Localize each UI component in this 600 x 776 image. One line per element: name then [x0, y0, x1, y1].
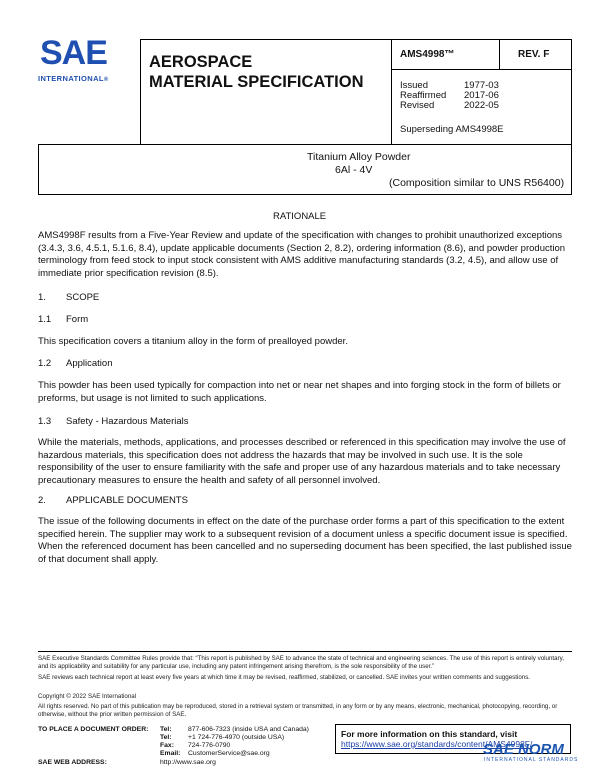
section-1-heading: 1. SCOPE — [38, 292, 100, 303]
superseding-note: Superseding AMS4998E — [400, 124, 504, 135]
footer-rights: All rights reserved. No part of this publication may be reproduced, stored in a retrieval system or transmitted, in any form or by any means, electronic, mechanical, photocopying, recording, or otherwise, without the prior written permission of SAE. — [38, 703, 558, 718]
spec-type-title: AEROSPACE MATERIAL SPECIFICATION — [149, 53, 364, 91]
section-2-text: The issue of the following documents in effect on the date of the purchase order forms a part of this specification to the extent specified herein. The supplier may work to a subsequent revision of a document unless a specific document issue is specified. When the referenced document has been cancelled and no superseding document has been specified, the last published issue of that document shall apply. — [38, 516, 572, 565]
section-1-3-text: While the materials, methods, applications, and processes described or referenced in this specification may involve the use of hazardous materials, this specification does not address the hazards that may be involved in such use. It is the sole responsibility of the user to ensure familiarity with the safe and proper use of any hazardous materials and to take necessary precautionary measures to ensure the health and safety of all personnel involved. — [38, 437, 566, 486]
fax-number: 724-776-0790 — [188, 742, 231, 749]
web-label: SAE WEB ADDRESS: — [38, 759, 107, 766]
tel-number: 877-606-7323 (inside USA and Canada) — [188, 726, 309, 733]
footer-copyright: Copyright © 2022 SAE International — [38, 693, 137, 700]
uns-note: (Composition similar to UNS R56400) — [389, 177, 565, 189]
tel2-number: +1 724-776-4970 (outside USA) — [188, 734, 285, 741]
section-1-2-heading: 1.2 Application — [38, 358, 113, 369]
material-title-box — [38, 144, 572, 195]
section-1-2-text: This powder has been used typically for compaction into net or near net shapes and into forging stock in the form of billets or preforms, but usage is not limited to such applications. — [38, 380, 561, 404]
watermark-sub: INTERNATIONAL STANDARDS — [484, 757, 579, 763]
footer-divider — [38, 651, 572, 652]
more-info-title: For more information on this standard, visit — [341, 729, 518, 739]
logo-sub: INTERNATIONAL® — [38, 74, 109, 83]
sae-logo — [38, 36, 128, 86]
material-title: Titanium Alloy Powder — [307, 151, 411, 163]
issued-date: 1977-03 — [464, 80, 499, 91]
revised-label: Revised — [400, 100, 435, 111]
fax-label: Fax: — [160, 742, 174, 749]
web-address[interactable]: http://www.sae.org — [160, 759, 216, 766]
email-label: Email: — [160, 750, 181, 757]
dates-box — [391, 69, 572, 145]
section-2-heading: 2. APPLICABLE DOCUMENTS — [38, 495, 188, 506]
rationale-heading: RATIONALE — [273, 211, 327, 222]
section-1-3-heading: 1.3 Safety - Hazardous Materials — [38, 416, 189, 427]
logo-brand: SAE — [40, 34, 107, 72]
reaffirmed-date: 2017-06 — [464, 90, 499, 101]
alloy-composition: 6Al - 4V — [335, 164, 373, 176]
revision-label: REV. F — [499, 39, 572, 70]
footer-rules: SAE Executive Standards Committee Rules provide that: “This report is published by SAE to advance the state of technical and engineering sciences. The use of this report is entirely voluntary, and its applicability and suitability for any particular use, including any patent infringement arising therefrom, is the sole responsibility of the user.” — [38, 655, 564, 670]
watermark-logo: SAE NORM — [483, 741, 564, 758]
issued-label: Issued — [400, 80, 428, 91]
rationale-text: AMS4998F results from a Five-Year Review and update of the specification with changes to prohibit unauthorized exceptions (3.4.3, 3.6, 4.5.1, 5.1.6, 8.4), update applicable documents (Section 2, 8.2), ordering information (8.6), and powder production terminology from feed stock to input stock consistent with AMS additive manufacturing standards (3.2, 4.5), and allow use of immediate prior specification revision (8.5). — [38, 230, 566, 279]
tel2-label: Tel: — [160, 734, 172, 741]
revised-date: 2022-05 — [464, 100, 499, 111]
standard-link[interactable]: https://www.sae.org/standards/content/AMS4998F/ — [341, 739, 533, 749]
order-label: TO PLACE A DOCUMENT ORDER: — [38, 726, 149, 733]
footer-review: SAE reviews each technical report at least every five years at which time it may be revised, reaffirmed, stabilized, or cancelled. SAE invites your written comments and suggestions. — [38, 674, 531, 681]
reaffirmed-label: Reaffirmed — [400, 90, 447, 101]
section-1-1-heading: 1.1 Form — [38, 314, 89, 325]
tel-label: Tel: — [160, 726, 172, 733]
doc-number: AMS4998™ — [391, 39, 500, 70]
spec-type-box — [140, 39, 392, 145]
email-address[interactable]: CustomerService@sae.org — [188, 750, 270, 757]
section-1-1-text: This specification covers a titanium alloy in the form of prealloyed powder. — [38, 336, 348, 347]
